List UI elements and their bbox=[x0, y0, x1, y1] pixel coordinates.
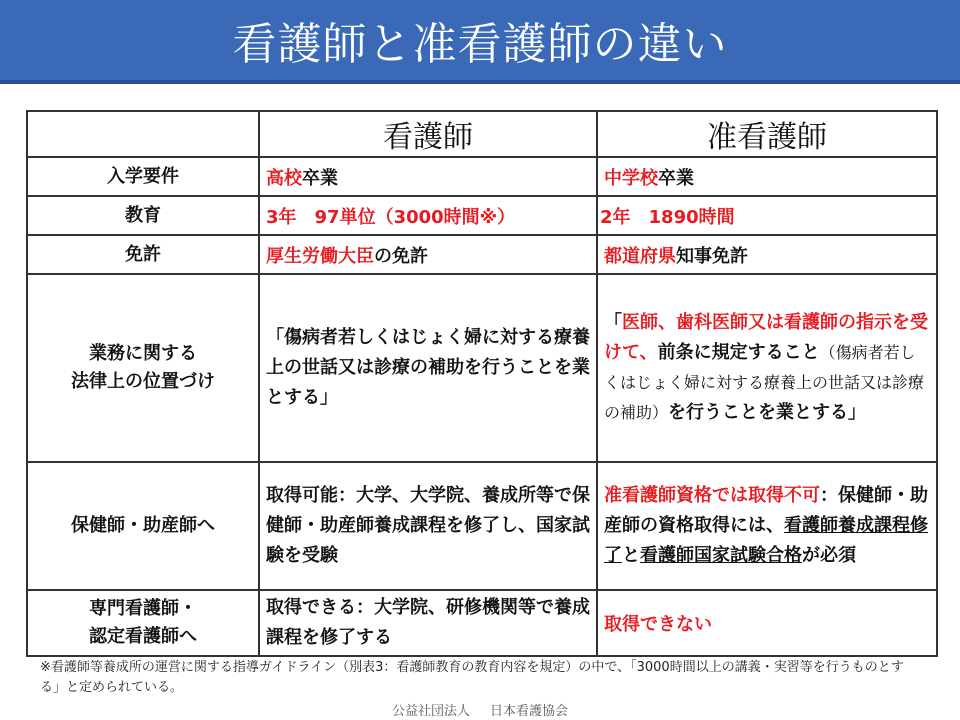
header-corner bbox=[27, 111, 259, 157]
row-label-duty-line2: 法律上の位置づけ bbox=[71, 371, 215, 392]
footer bbox=[0, 700, 960, 719]
table-row-license bbox=[27, 235, 937, 274]
table-row-duty bbox=[27, 274, 937, 462]
footer-org-type: 公益社団法人 bbox=[391, 704, 470, 719]
admission-assistant-rest: 卒業 bbox=[658, 167, 694, 189]
education-nurse: 3年 97単位（3000時間※） bbox=[259, 196, 597, 235]
phn-assistant-underline2: 看護師国家試験合格 bbox=[640, 545, 802, 566]
row-label-license: 免許 bbox=[27, 235, 259, 274]
footer-org-name: 日本看護協会 bbox=[490, 704, 569, 719]
phn-assistant-part3: が必須 bbox=[802, 545, 856, 566]
row-label-specialist bbox=[27, 590, 259, 656]
license-nurse-rest: の免許 bbox=[374, 245, 428, 267]
admission-nurse-highlight: 高校 bbox=[266, 167, 302, 189]
header-assistant-nurse: 准看護師 bbox=[597, 111, 937, 157]
phn-nurse: 取得可能：大学、大学院、養成所等で保健師・助産師養成課程を修了し、国家試験を受験 bbox=[259, 462, 597, 590]
duty-assistant-end: を行うことを業とする」 bbox=[668, 402, 867, 423]
specialist-nurse: 取得できる：大学院、研修機関等で養成課程を修了する bbox=[259, 590, 597, 656]
duty-assistant-highlight: 医師、歯科医師又は看護師の指示を受けて、 bbox=[604, 312, 928, 363]
phn-assistant-part2: と bbox=[622, 545, 640, 566]
table-row-specialist bbox=[27, 590, 937, 656]
row-label-duty-line1: 業務に関する bbox=[89, 343, 197, 364]
admission-nurse-rest: 卒業 bbox=[302, 167, 338, 189]
phn-assistant-underline1: 看護師養成課程修了 bbox=[604, 515, 928, 566]
duty-assistant-open: 「 bbox=[604, 312, 622, 333]
table-header-row bbox=[27, 111, 937, 157]
title-bar bbox=[0, 0, 960, 80]
header-nurse: 看護師 bbox=[259, 111, 597, 157]
page-title: 看護師と准看護師の違い bbox=[232, 19, 728, 70]
license-assistant-highlight: 都道府県 bbox=[604, 245, 676, 267]
phn-assistant-highlight: 准看護師資格では取得不可 bbox=[604, 485, 820, 506]
phn-assistant bbox=[597, 462, 937, 590]
license-assistant bbox=[597, 235, 937, 274]
admission-nurse bbox=[259, 157, 597, 196]
admission-assistant bbox=[597, 157, 937, 196]
row-label-specialist-line1: 専門看護師・ bbox=[89, 598, 197, 619]
duty-nurse: 「傷病者若しくはじょく婦に対する療養上の世話又は診療の補助を行うことを業とする」 bbox=[259, 274, 597, 462]
table-row-phn-midwife bbox=[27, 462, 937, 590]
row-label-phn-midwife: 保健師・助産師へ bbox=[27, 462, 259, 590]
duty-assistant-mid: 前条に規定すること bbox=[657, 342, 820, 363]
education-assistant: 2年 1890時間 bbox=[597, 196, 937, 235]
specialist-assistant: 取得できない bbox=[597, 590, 937, 656]
row-label-admission: 入学要件 bbox=[27, 157, 259, 196]
table-row-education bbox=[27, 196, 937, 235]
license-nurse bbox=[259, 235, 597, 274]
footnote: ※看護師等養成所の運営に関する指導ガイドライン（別表3：看護師教育の教育内容を規定）の中で、「3000時間以上の講義・実習等を行うものとする」と定められている。 bbox=[40, 660, 904, 695]
row-label-specialist-line2: 認定看護師へ bbox=[89, 626, 197, 647]
comparison-table bbox=[26, 110, 938, 657]
title-underline bbox=[0, 80, 960, 84]
duty-assistant bbox=[597, 274, 937, 462]
admission-assistant-highlight: 中学校 bbox=[604, 167, 658, 189]
phn-assistant-part1: ：保健師・助産師の資格取得には、 bbox=[604, 485, 928, 536]
row-label-duty bbox=[27, 274, 259, 462]
license-nurse-highlight: 厚生労働大臣 bbox=[266, 245, 374, 267]
table-row-admission bbox=[27, 157, 937, 196]
duty-assistant-parenthetical: （傷病者若しくはじょく婦に対する療養上の世話又は診療の補助） bbox=[604, 343, 925, 422]
license-assistant-rest: 知事免許 bbox=[676, 245, 748, 267]
row-label-education: 教育 bbox=[27, 196, 259, 235]
